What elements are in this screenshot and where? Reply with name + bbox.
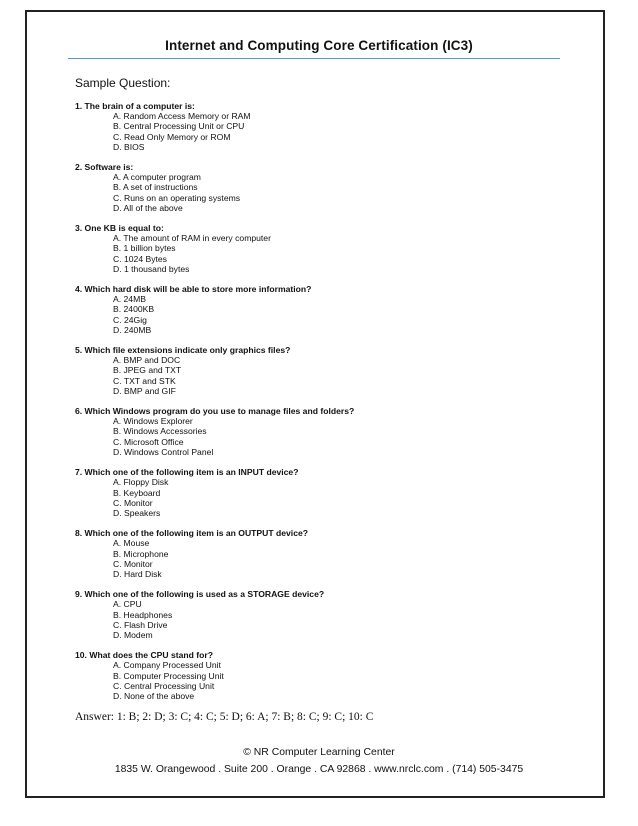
answer-option: A. Company Processed Unit — [113, 660, 221, 671]
answer-option: B. Central Processing Unit or CPU — [113, 121, 245, 132]
answer-option: A. The amount of RAM in every computer — [113, 233, 271, 244]
question-text: 9. Which one of the following is used as a STORAGE device? — [75, 589, 325, 600]
question-text: 5. Which file extensions indicate only graphics files? — [75, 345, 291, 356]
question-text: 3. One KB is equal to: — [75, 223, 164, 234]
answer-option: D. BIOS — [113, 141, 145, 152]
intro-text: Sample Question: — [75, 76, 171, 90]
question-item — [75, 284, 555, 335]
answer-option: B. JPEG and TXT — [113, 365, 182, 376]
answer-option: C. TXT and STK — [113, 375, 176, 386]
option-list — [75, 233, 555, 274]
option-list — [75, 355, 555, 396]
answer-option: D. 1 thousand bytes — [113, 263, 190, 274]
question-item — [75, 589, 555, 640]
answer-option: A. Mouse — [113, 538, 150, 549]
answer-option: C. 1024 Bytes — [113, 253, 167, 264]
option-list — [75, 416, 555, 457]
answer-option: D. Hard Disk — [113, 568, 162, 579]
answer-option: C. Runs on an operating systems — [113, 192, 241, 203]
option-list — [75, 172, 555, 213]
answer-option: C. Read Only Memory or ROM — [113, 131, 231, 142]
answer-option: D. Speakers — [113, 507, 161, 518]
footer-copyright: © NR Computer Learning Center — [243, 747, 395, 758]
answer-option: B. 2400KB — [113, 304, 155, 315]
answer-option: B. 1 billion bytes — [113, 243, 176, 254]
answer-option: C. Monitor — [113, 497, 153, 508]
answer-option: A. Floppy Disk — [113, 477, 169, 488]
answer-option: D. 240MB — [113, 324, 152, 335]
answer-option: C. 24Gig — [113, 314, 147, 325]
answer-option: B. A set of instructions — [113, 182, 198, 193]
question-item — [75, 528, 555, 579]
option-list — [75, 294, 555, 335]
answer-option: B. Windows Accessories — [113, 426, 207, 437]
answer-option: A. 24MB — [113, 294, 146, 305]
question-item — [75, 467, 555, 518]
answer-option: A. A computer program — [113, 172, 201, 183]
question-item — [75, 650, 555, 701]
question-text: 1. The brain of a computer is: — [75, 101, 195, 111]
answer-option: D. Modem — [113, 629, 153, 640]
option-list — [75, 111, 555, 152]
question-item — [75, 101, 555, 152]
option-list — [75, 660, 555, 701]
question-item — [75, 162, 555, 213]
answer-option: C. Central Processing Unit — [113, 680, 215, 691]
answer-option: D. Windows Control Panel — [113, 446, 214, 457]
document-title: Internet and Computing Core Certification (IC3) — [165, 38, 473, 53]
question-text: 10. What does the CPU stand for? — [75, 650, 213, 661]
question-text: 2. Software is: — [75, 162, 134, 173]
answer-option: C. Flash Drive — [113, 619, 168, 630]
question-text: 6. Which Windows program do you use to manage files and folders? — [75, 406, 355, 417]
answer-option: C. Microsoft Office — [113, 436, 184, 447]
answer-option: B. Headphones — [113, 609, 173, 620]
question-item — [75, 345, 555, 396]
question-text: 4. Which hard disk will be able to store more information? — [75, 284, 312, 295]
answer-option: C. Monitor — [113, 558, 153, 569]
question-text: 8. Which one of the following item is an OUTPUT device? — [75, 528, 309, 539]
answer-option: A. BMP and DOC — [113, 355, 181, 366]
footer-address: 1835 W. Orangewood . Suite 200 . Orange . CA 92868 . www.nrclc.com . (714) 505-3475 — [114, 764, 524, 775]
answer-option: B. Computer Processing Unit — [113, 670, 224, 681]
answer-option: A. CPU — [113, 599, 142, 610]
answer-option: B. Microphone — [113, 548, 169, 559]
answer-option: D. BMP and GIF — [113, 385, 176, 396]
answer-option: A. Random Access Memory or RAM — [113, 111, 251, 122]
answer-option: A. Windows Explorer — [113, 416, 193, 427]
question-item — [75, 406, 555, 457]
answer-option: D. All of the above — [113, 202, 183, 213]
question-text: 7. Which one of the following item is an INPUT device? — [75, 467, 299, 478]
question-list — [75, 101, 555, 711]
option-list — [75, 599, 555, 640]
answer-option: B. Keyboard — [113, 487, 161, 498]
option-list — [75, 538, 555, 579]
title-rule — [68, 58, 560, 59]
option-list — [75, 477, 555, 518]
answer-option: D. None of the above — [113, 690, 195, 701]
question-item — [75, 223, 555, 274]
answer-key: Answer: 1: B; 2: D; 3: C; 4: C; 5: D; 6: A; 7: B; 8: C; 9: C; 10: C — [75, 711, 374, 723]
